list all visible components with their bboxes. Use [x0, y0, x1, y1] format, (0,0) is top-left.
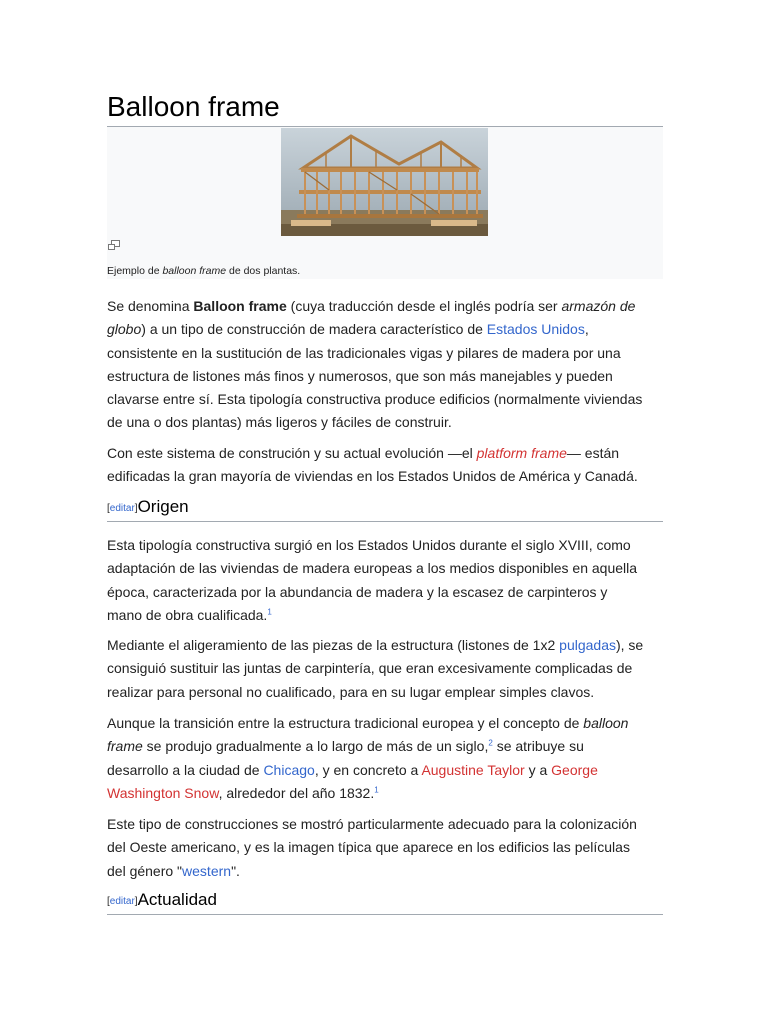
estados-unidos-link[interactable]: Estados Unidos — [486, 321, 585, 338]
thumbnail-figure — [107, 127, 663, 279]
western-link[interactable]: western — [182, 862, 232, 879]
figure-caption: Ejemplo de balloon frame de dos plantas. — [107, 265, 301, 277]
edit-link-origen[interactable]: editar — [109, 503, 135, 514]
platform-frame-link[interactable]: platform frame — [476, 445, 567, 461]
section-heading-actualidad — [107, 890, 663, 915]
origen-paragraph-2: Mediante el aligeramiento de las piezas de la estructura (listones de 1x2 pulgadas), se consiguió sustituir las juntas de carpintería, que eran excesivamente complicadas de realizar para personal no cualificado, para en su lugar emplear simples clavos. — [107, 637, 644, 700]
edit-section-origen: [editar] — [107, 503, 138, 514]
section-title-origen: Origen — [137, 497, 189, 516]
section-title-actualidad: Actualidad — [137, 890, 217, 909]
george-washington-snow-link-1[interactable]: George — [551, 761, 598, 778]
house-frame-photo[interactable] — [281, 128, 488, 236]
augustine-taylor-link[interactable]: Augustine Taylor — [421, 761, 525, 778]
reference-2[interactable]: 2 — [488, 738, 493, 748]
edit-link-actualidad[interactable]: editar — [109, 896, 135, 907]
enlarge-icon[interactable] — [108, 240, 120, 250]
page-title: Balloon frame — [107, 88, 663, 127]
intro-paragraph: Se denomina Balloon frame (cuya traducción desde el inglés podría ser armazón de globo) a un tipo de construcción de madera característico de Estados Unidos, consistente en la sustitución de las tradicionales vigas y pilares de madera por una estructura de listones más finos y numerosos, que son más manejables y pueden clavarse entre sí. Esta tipología constructiva produce edificios (normalmente viviendas de una o dos plantas) más ligeros y fáciles de construir. — [107, 298, 643, 431]
section-heading-origen — [107, 497, 663, 522]
chicago-link[interactable]: Chicago — [263, 761, 315, 778]
origen-paragraph-1: Esta tipología constructiva surgió en los Estados Unidos durante el siglo XVIII, como adaptación de las viviendas de madera europeas a los medios disponibles en aquella época, caracterizada por la abundancia de madera y la escasez de carpinteros y mano de obra cualificada.$^1$ — [107, 537, 638, 623]
pulgadas-link[interactable]: pulgadas — [559, 637, 616, 653]
origen-paragraph-4: Este tipo de construcciones se mostró particularmente adecuado para la colonización del Oeste americano, y es la imagen típica que aparece en los edificios las películas del género "western". — [107, 816, 637, 879]
edit-section-actualidad: [editar] — [107, 896, 138, 907]
origen-paragraph-3: Aunque la transición entre la estructura tradicional europea y el concepto de balloon frame se produjo gradualmente a lo largo de más de un siglo,$^2$ se atribuye su desarrollo a la ciudad de Chicago, y en concreto a Augustine Taylor y a George Washington Snow, alrededor del año 1832.$^1$ — [107, 715, 629, 801]
reference-1b[interactable]: 1 — [374, 785, 379, 795]
reference-1[interactable]: 1 — [267, 607, 272, 617]
george-washington-snow-link-2[interactable]: Washington Snow — [107, 784, 219, 801]
platform-frame-paragraph: Con este sistema de construción y su actual evolución —el platform frame— están edificadas la gran mayoría de viviendas en los Estados Unidos de América y Canadá. — [107, 445, 638, 485]
